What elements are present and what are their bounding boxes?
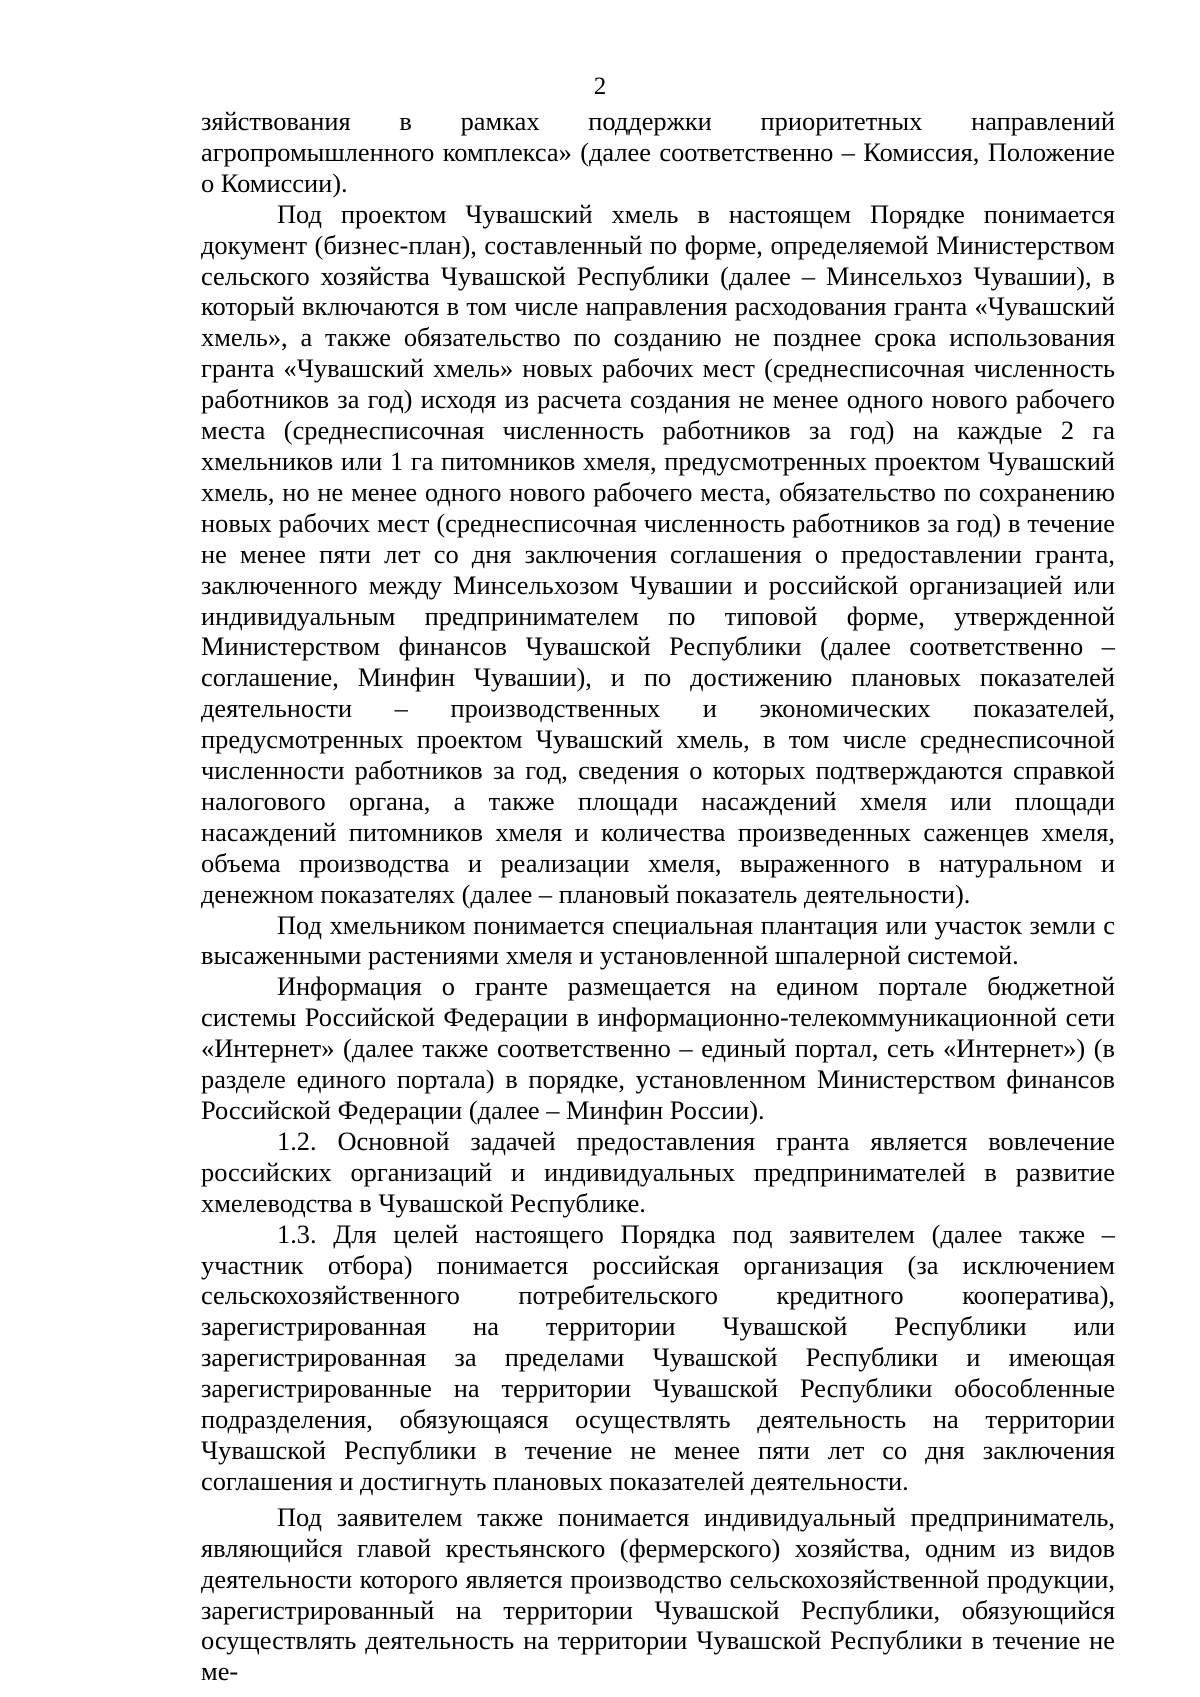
paragraph-project-definition: Под проектом Чувашский хмель в настоящем Порядке понимается документ (бизнес-план), составленный по форме, определяемой Министерством сельского хозяйства Чувашской Республики (далее – Минсельхоз Чувашии), в который включаются в том числе направления расходования гранта «Чувашский хмель», а также обязательство по созданию не позднее срока использования гранта «Чувашский хмель» новых рабочих мест (среднесписочная численность работников за год) исходя из расчета создания не менее одного нового рабочего места (среднесписочная численность работников за год) на каждые 2 га хмельников или 1 га питомников хмеля, предусмотренных проектом Чувашский хмель, но не менее одного нового рабочего места, обязательство по сохранению новых рабочих мест (среднесписочная численность работников за год) в течение не менее пяти лет со дня заключения соглашения о предоставлении гранта, заключенного между Минсельхозом Чувашии и российской организацией или индивидуальным предпринимателем по типовой форме, утвержденной Министерством финансов Чувашской Республики (далее соответственно – соглашение, Минфин Чувашии), и по достижению плановых показателей деятельности – производственных и экономических показателей, предусмотренных проектом Чувашский хмель, в том числе среднесписочной численности работников за год, сведения о которых подтверждаются справкой налогового органа, а также площади насаждений хмеля или площади насаждений питомников хмеля и количества произведенных саженцев хмеля, объема производства и реализации хмеля, выраженного в натуральном и денежном показателях (далее – плановый показатель деятельности). (201, 198, 1115, 909)
paragraph-section-1-2: 1.2. Основной задачей предоставления гранта является вовлечение российских организаций и индивидуальных предпринимателей в развитие хмелеводства в Чувашской Республике. (201, 1125, 1115, 1218)
paragraph-commission-definition: зяйствования в рамках поддержки приоритетных направлений агропромышленного комплекса» (далее соответственно – Комиссия, Положение о Комиссии). (201, 106, 1115, 198)
document-body (201, 106, 1115, 1687)
paragraph-hop-garden-definition: Под хмельником понимается специальная плантация или участок земли с высаженными растениями хмеля и установленной шпалерной системой. (201, 909, 1115, 971)
paragraph-section-1-3: 1.3. Для целей настоящего Порядка под заявителем (далее также – участник отбора) понимается российская организация (за исключением сельскохозяйственного потребительского кредитного кооператива), зарегистрированная на территории Чувашской Республики или зарегистрированная за пределами Чувашской Республики и имеющая зарегистрированные на территории Чувашской Республики обособленные подразделения, обязующаяся осуществлять деятельность на территории Чувашской Республики в течение не менее пяти лет со дня заключения соглашения и достигнуть плановых показателей деятельности. (201, 1218, 1115, 1496)
paragraph-grant-information: Информация о гранте размещается на едином портале бюджетной системы Российской Федерации в информационно-телекоммуникационной сети «Интернет» (далее также соответственно – единый портал, сеть «Интернет») (в разделе единого портала) в порядке, установленном Министерством финансов Российской Федерации (далее – Минфин России). (201, 971, 1115, 1125)
page-number: 2 (593, 73, 607, 100)
paragraph-applicant-entrepreneur: Под заявителем также понимается индивидуальный предприниматель, являющийся главой крестьянского (фермерского) хозяйства, одним из видов деятельности которого является производство сельскохозяйственной продукции, зарегистрированный на территории Чувашской Республики, обязующийся осуществлять деятельность на территории Чувашской Республики в течение не ме- (201, 1501, 1115, 1687)
